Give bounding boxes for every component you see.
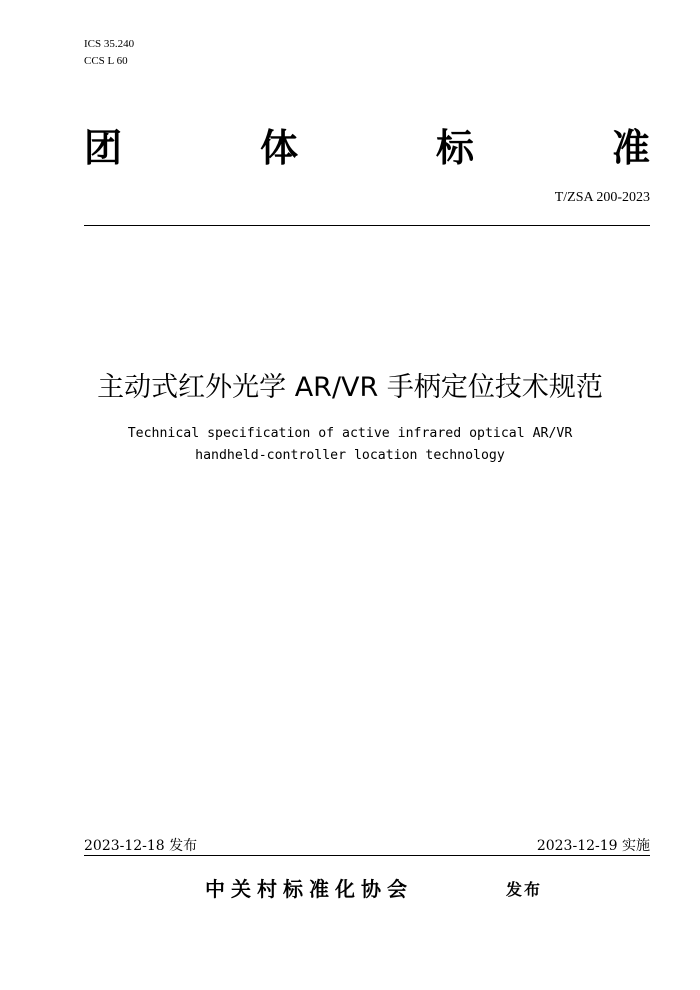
- implementation-date: 2023-12-19 实施: [536, 838, 650, 854]
- title-english: [0, 423, 700, 467]
- top-divider: [84, 225, 650, 226]
- issue-date: 2023-12-18 发布: [84, 838, 198, 854]
- standard-type-char: 团: [84, 126, 123, 170]
- publisher-name: 中关村标准化协会: [205, 877, 413, 901]
- title-english-line: handheld-controller location technology: [195, 448, 505, 463]
- bottom-divider: [84, 855, 650, 856]
- classification-codes: [84, 36, 134, 70]
- title-english-line: Technical specification of active infrared optical AR/VR: [127, 426, 573, 441]
- publish-label: 发布: [506, 880, 543, 899]
- ics-code: ICS 35.240: [84, 38, 135, 50]
- standard-type-char: 标: [435, 126, 474, 170]
- standard-type-char: 体: [259, 126, 298, 170]
- title-chinese: 主动式红外光学 AR/VR 手柄定位技术规范: [97, 372, 603, 403]
- standard-number: T/ZSA 200-2023: [554, 190, 650, 205]
- standard-type-char: 准: [611, 126, 650, 170]
- ccs-code: CCS L 60: [84, 55, 128, 67]
- standard-type-heading: [84, 124, 650, 172]
